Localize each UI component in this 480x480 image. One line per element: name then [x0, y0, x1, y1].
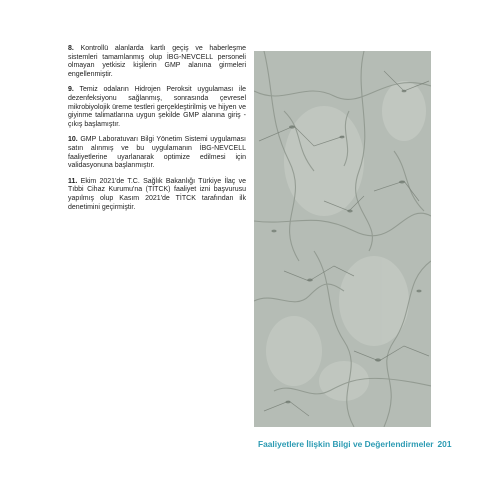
- item-text: Temiz odaların Hidrojen Peroksit uygulaması ile dezenfeksiyonu sağlanmış, sonrasında çevresel mikrobiyolojik üreme testleri gerçekleştirilmiş ve hijyen ve giyinme talimatlarına uygun şekilde GMP alanına giriş - çıkış başlamıştır.: [68, 86, 246, 128]
- item-text: Kontrollü alanlarda kartlı geçiş ve haberleşme sistemleri tamamlanmış olup İBG-NEVCELL personeli olmayan yetkisiz kişilerin GMP alanına girmeleri engellenmiştir.: [68, 45, 246, 78]
- item-number: 8.: [68, 45, 74, 52]
- list-item-8: [68, 45, 246, 79]
- item-number: 9.: [68, 86, 74, 94]
- item-text: Ekim 2021'de T.C. Sağlık Bakanlığı Türkiye İlaç ve Tıbbi Cihaz Kurumu'na (TİTCK) faaliyet izni başvurusu yapılmış olup Kasım 2021'de TİTCK tarafından ilk denetimini geçirmiştir.: [68, 177, 246, 211]
- page-footer: [258, 439, 452, 449]
- list-item-9: [68, 86, 246, 129]
- list-item-10: [68, 136, 246, 170]
- footer-section-title: Faaliyetlere İlişkin Bilgi ve Değerlendirmeler: [258, 439, 434, 449]
- item-number: 10.: [68, 136, 78, 144]
- list-item-11: [68, 178, 246, 212]
- item-text: GMP Laboratuvarı Bilgi Yönetim Sistemi uygulaması satın alınmış ve bu uygulamanın İBG-NEVCELL faaliyetlerine uyarlanarak optimize edilmesi için validasyonuna başlanmıştır.: [68, 136, 246, 170]
- cell-micrograph-image: [254, 51, 431, 427]
- micrograph-drawing: [254, 51, 431, 427]
- item-number: 11.: [68, 177, 78, 185]
- page-number: 201: [437, 439, 452, 449]
- body-text-column: [68, 45, 246, 219]
